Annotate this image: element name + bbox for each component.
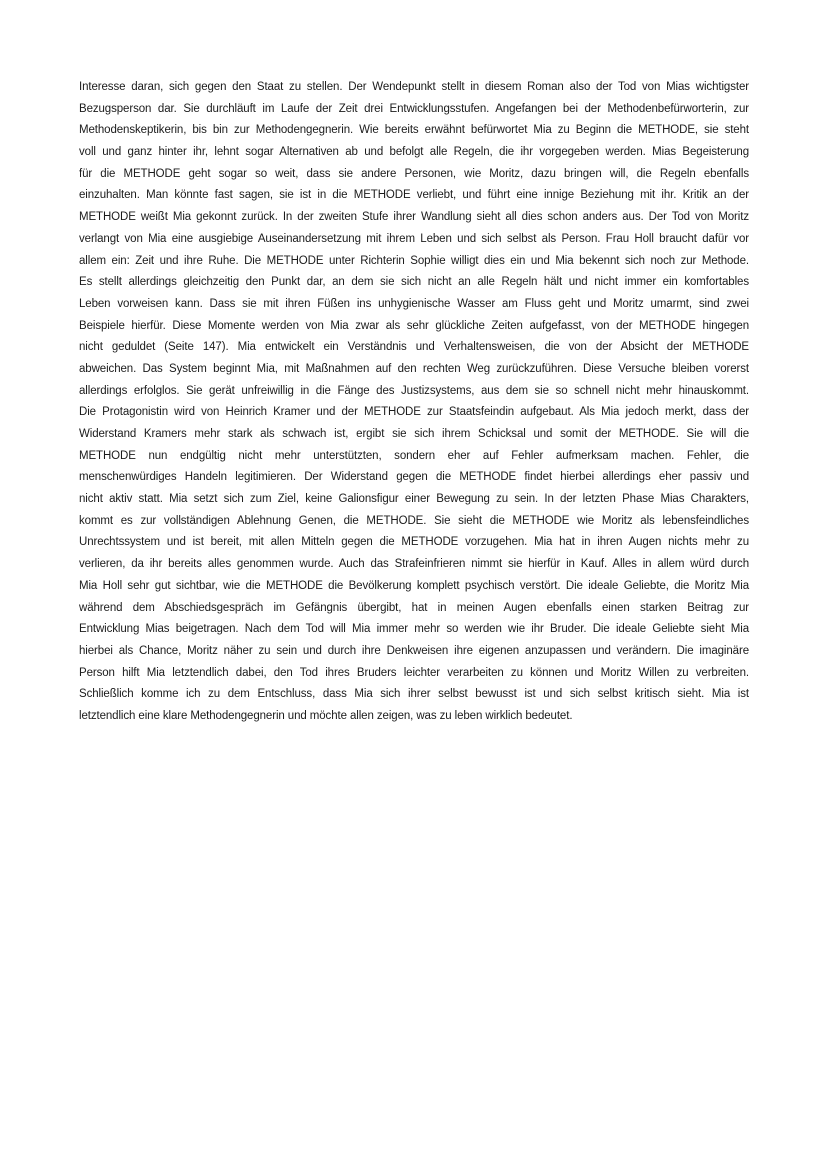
text-line: Widerstand Kramers mehr stark als schwach ist, ergibt sie sich ihrem Schicksal und somit der METHODE. Sie will die <box>79 428 749 440</box>
text-line: einzuhalten. Man könnte fast sagen, sie ist in die METHODE verliebt, und führt eine innige Beziehung mit ihr. Kritik an der <box>79 189 749 202</box>
text-line: Unrechtssystem und ist bereit, mit allen Mitteln gegen die METHODE vorzugehen. Mia hat in ihren Augen nichts mehr zu <box>79 536 749 549</box>
body-paragraph <box>79 77 749 728</box>
text-line: Es stellt allerdings gleichzeitig den Punkt dar, an dem sie sich nicht an alle Regeln hält und nicht immer ein komfortables <box>79 276 749 289</box>
text-line: Methodenskeptikerin, bis bin zur Methodengegnerin. Wie bereits erwähnt befürwortet Mia zu Beginn die METHODE, sie steht <box>79 124 749 137</box>
text-line: Mia Holl sehr gut sichtbar, wie die METHODE die Bevölkerung komplett psychisch verstört. Die ideale Geliebte, die Moritz Mia <box>79 579 749 592</box>
text-line: allem ein: Zeit und ihre Ruhe. Die METHODE unter Richterin Sophie willigt dies ein und Mia bekennt sich noch zur Methode. <box>79 254 749 267</box>
text-line: abweichen. Das System beginnt Mia, mit Maßnahmen auf den rechten Weg zurückzuführen. Diese Versuche bleiben vorerst <box>79 362 749 375</box>
text-line: verlangt von Mia eine ausgiebige Auseinandersetzung mit ihrem Leben und sich selbst als Person. Frau Holl braucht dafür vor <box>79 232 749 245</box>
text-line: verlieren, da ihr bereits alles genommen wurde. Auch das Strafeinfrieren nimmt sie hierfür in Kauf. Alles in allem würd durch <box>79 558 749 571</box>
text-line-last: letztendlich eine klare Methodengegnerin und möchte allen zeigen, was zu leben wirklich bedeutet. <box>79 709 573 722</box>
text-line: nicht geduldet (Seite 147). Mia entwickelt ein Verständnis und Verhaltensweisen, die von der Absicht der METHODE <box>79 341 749 354</box>
text-line: voll und ganz hinter ihr, lehnt sogar Alternativen ab und befolgt alle Regeln, die ihr vorgegeben werden. Mias Begeisterung <box>79 146 749 159</box>
text-line: nicht aktiv statt. Mia setzt sich zum Ziel, keine Galionsfigur einer Bewegung zu sein. In der letzten Phase Mias Charakters, <box>79 493 749 506</box>
text-line: Leben vorweisen kann. Dass sie mit ihren Füßen ins unhygienische Wasser am Fluss geht und Moritz umarmt, sind zwei <box>79 297 749 310</box>
text-line: Entwicklung Mias beigetragen. Nach dem Tod will Mia immer mehr so werden wie ihr Bruder. Die ideale Geliebte sieht Mia <box>79 623 749 636</box>
text-line: allerdings erfolglos. Sie gerät unfreiwillig in die Fänge des Justizsystems, aus dem sie so schnell nicht mehr hinauskommt. <box>79 384 749 397</box>
text-line: Bezugsperson dar. Sie durchläuft im Laufe der Zeit drei Entwicklungsstufen. Angefangen bei der Methodenbefürworterin, zur <box>79 102 749 115</box>
text-line: Interesse daran, sich gegen den Staat zu stellen. Der Wendepunkt stellt in diesem Roman also der Tod von Mias wichtigster <box>79 81 749 93</box>
text-line: für die METHODE geht sogar so weit, dass sie andere Personen, wie Moritz, dazu bringen will, die Regeln ebenfalls <box>79 167 749 180</box>
text-line: METHODE nun endgültig nicht mehr unterstützten, sondern eher auf Fehler aufmerksam machen. Fehler, die <box>79 449 749 462</box>
text-line: Die Protagonistin wird von Heinrich Kramer und der METHODE zur Staatsfeindin aufgebaut. Als Mia jedoch merkt, dass der <box>79 406 749 419</box>
text-line: hierbei als Chance, Moritz näher zu sein und durch ihre Denkweisen ihre eigenen anzupassen und verändern. Die imaginäre <box>79 644 749 657</box>
text-line: Beispiele hierfür. Diese Momente werden von Mia zwar als sehr glückliche Zeiten aufgefasst, von der METHODE hingegen <box>79 319 749 332</box>
text-line: Person hilft Mia letztendlich dabei, den Tod ihres Bruders leichter verarbeiten zu können und Moritz Willen zu verbreiten. <box>79 666 749 679</box>
text-line: METHODE weißt Mia gekonnt zurück. In der zweiten Stufe ihrer Wandlung sieht all dies schon anders aus. Der Tod von Moritz <box>79 211 749 224</box>
text-line: kommt es zur vollständigen Ablehnung Genen, die METHODE. Sie sieht die METHODE wie Moritz als lebensfeindliches <box>79 514 749 527</box>
text-line: während dem Abschiedsgespräch im Gefängnis übergibt, hat in meinen Augen ebenfalls einen starken Beitrag zur <box>79 601 749 614</box>
text-line: menschenwürdiges Handeln legitimieren. Der Widerstand gegen die METHODE findet hierbei allerdings eher passiv und <box>79 471 749 484</box>
text-line: Schließlich komme ich zu dem Entschluss, dass Mia sich ihrer selbst bewusst ist und sich selbst kritisch sieht. Mia ist <box>79 688 749 701</box>
